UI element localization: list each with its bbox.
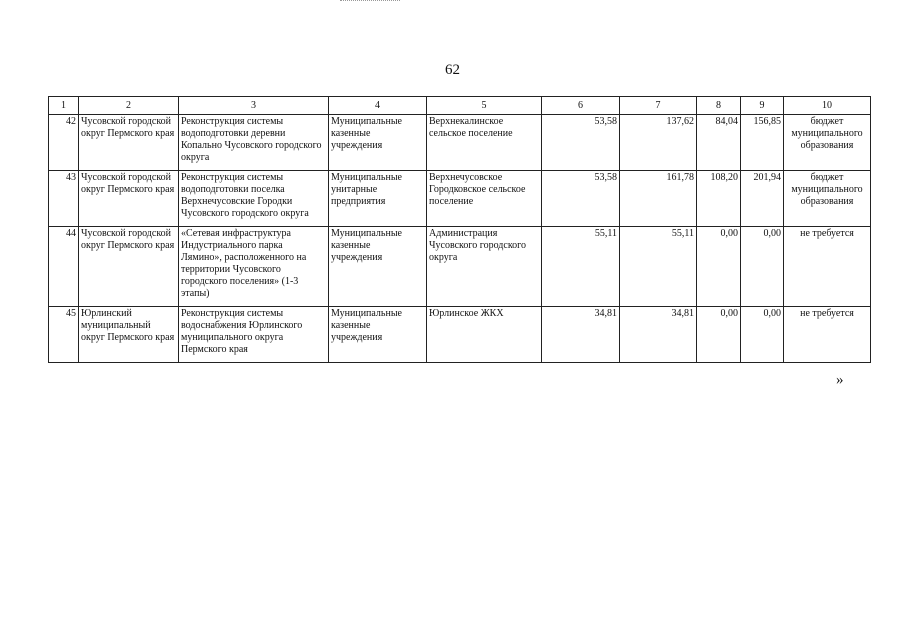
- column-header: 10: [784, 97, 871, 115]
- operator-cell: Юрлинское ЖКХ: [427, 307, 542, 363]
- value-cell-6: 55,11: [542, 227, 620, 307]
- value-cell-9: 156,85: [741, 115, 784, 171]
- value-cell-9: 201,94: [741, 171, 784, 227]
- value-cell-8: 0,00: [697, 227, 741, 307]
- column-header: 7: [620, 97, 697, 115]
- value-cell-8: 84,04: [697, 115, 741, 171]
- table-row: [49, 227, 871, 307]
- value-cell-6: 53,58: [542, 171, 620, 227]
- value-cell-7: 34,81: [620, 307, 697, 363]
- value-cell-9: 0,00: [741, 227, 784, 307]
- operator-cell: Администрация Чусовского городского округа: [427, 227, 542, 307]
- value-cell-7: 55,11: [620, 227, 697, 307]
- org-type-cell: Муниципальные казенные учреждения: [329, 307, 427, 363]
- municipality-cell: Чусовской городской округ Пермского края: [79, 227, 179, 307]
- operator-cell: Верхнечусовское Городковское сельское поселение: [427, 171, 542, 227]
- column-header: 5: [427, 97, 542, 115]
- value-cell-6: 53,58: [542, 115, 620, 171]
- object-cell: Реконструкция системы водоподготовки поселка Верхнечусовские Городки Чусовского городского округа: [179, 171, 329, 227]
- row-number: 42: [49, 115, 79, 171]
- org-type-cell: Муниципальные казенные учреждения: [329, 115, 427, 171]
- funding-source-cell: бюджет муниципального образования: [784, 171, 871, 227]
- page-number: 62: [445, 62, 460, 78]
- municipality-cell: Чусовской городской округ Пермского края: [79, 171, 179, 227]
- operator-cell: Верхнекалинское сельское поселение: [427, 115, 542, 171]
- value-cell-7: 137,62: [620, 115, 697, 171]
- column-header: 6: [542, 97, 620, 115]
- value-cell-8: 0,00: [697, 307, 741, 363]
- column-header: 2: [79, 97, 179, 115]
- object-cell: «Сетевая инфраструктура Индустриального парка Лямино», расположенного на территории Чусовского городского поселения» (1-3 этапы): [179, 227, 329, 307]
- row-number: 43: [49, 171, 79, 227]
- value-cell-8: 108,20: [697, 171, 741, 227]
- funding-source-cell: не требуется: [784, 307, 871, 363]
- data-table: [48, 96, 871, 363]
- municipality-cell: Юрлинский муниципальный округ Пермского края: [79, 307, 179, 363]
- top-dotted-rule: [340, 0, 400, 2]
- funding-source-cell: не требуется: [784, 227, 871, 307]
- column-header: 1: [49, 97, 79, 115]
- column-header: 4: [329, 97, 427, 115]
- row-number: 44: [49, 227, 79, 307]
- org-type-cell: Муниципальные казенные учреждения: [329, 227, 427, 307]
- row-number: 45: [49, 307, 79, 363]
- column-header: 3: [179, 97, 329, 115]
- column-header: 9: [741, 97, 784, 115]
- closing-quote-mark: »: [836, 372, 844, 388]
- table-row: [49, 171, 871, 227]
- value-cell-9: 0,00: [741, 307, 784, 363]
- municipality-cell: Чусовской городской округ Пермского края: [79, 115, 179, 171]
- column-header: 8: [697, 97, 741, 115]
- object-cell: Реконструкция системы водоснабжения Юрлинского муниципального округа Пермского края: [179, 307, 329, 363]
- table-row: [49, 307, 871, 363]
- table-row: [49, 115, 871, 171]
- table-header-row: [49, 97, 871, 115]
- value-cell-7: 161,78: [620, 171, 697, 227]
- org-type-cell: Муниципальные унитарные предприятия: [329, 171, 427, 227]
- object-cell: Реконструкция системы водоподготовки деревни Копально Чусовского городского округа: [179, 115, 329, 171]
- funding-source-cell: бюджет муниципального образования: [784, 115, 871, 171]
- value-cell-6: 34,81: [542, 307, 620, 363]
